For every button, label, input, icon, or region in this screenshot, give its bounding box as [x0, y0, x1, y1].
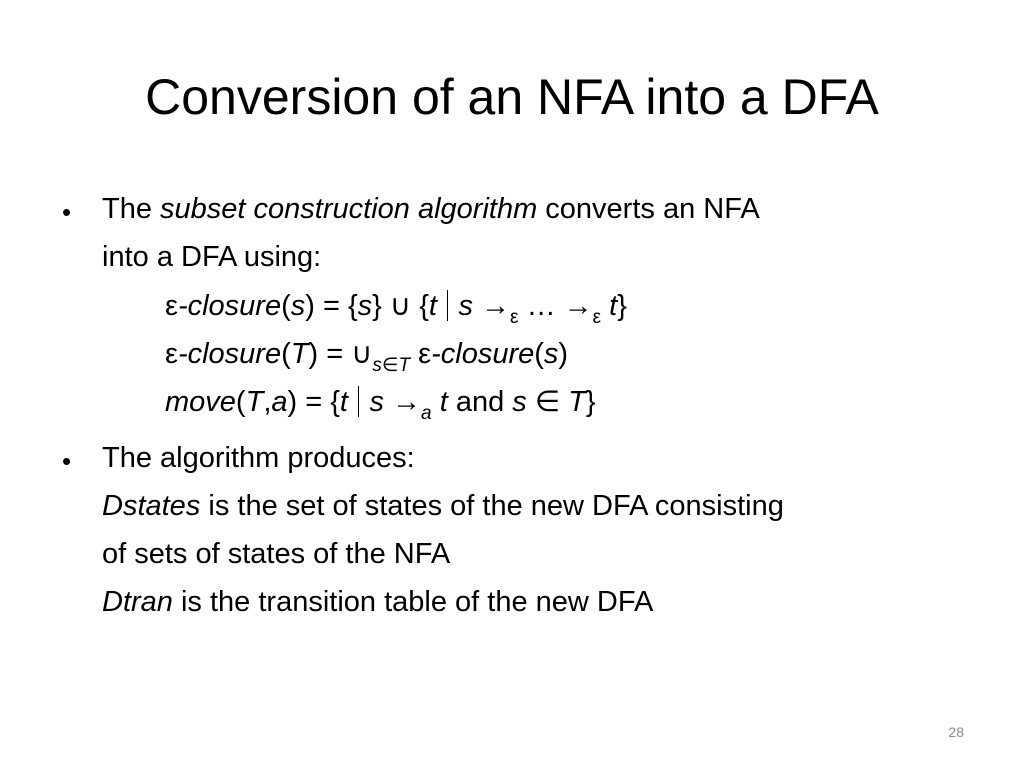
var-T: T: [568, 386, 586, 418]
comma: ,: [263, 386, 272, 418]
var-t: t: [428, 290, 437, 322]
dstates-definition: is the set of states of the new DFA consisting: [208, 490, 784, 522]
bullet-1-intro-rest: converts an NFA: [545, 193, 760, 225]
algorithm-name: subset construction algorithm: [160, 193, 538, 225]
bullet-2-line-3: of sets of states of the NFA: [102, 538, 451, 570]
epsilon-subscript: ε: [510, 307, 519, 328]
element-of-symbol: ∈: [534, 386, 561, 418]
move-function: move: [165, 386, 236, 418]
equals-brace: ) = {: [287, 386, 340, 418]
bullet-marker: •: [62, 446, 72, 476]
a-subscript: a: [421, 403, 432, 424]
var-t: t: [609, 290, 618, 322]
dtran-definition: is the transition table of the new DFA: [180, 586, 654, 618]
var-s: s: [512, 386, 527, 418]
epsilon-symbol: ε: [165, 338, 178, 370]
paren: (: [281, 338, 291, 370]
equals-brace: ) = {: [305, 290, 358, 322]
bullet-1-line-2: into a DFA using:: [102, 241, 322, 273]
closure-function: -closure: [177, 338, 282, 370]
dstates-term: Dstates: [102, 490, 201, 522]
var-t: t: [439, 386, 448, 418]
page-number: 28: [948, 724, 964, 740]
close-brace: }: [617, 290, 627, 322]
bullet-1-line-1: [102, 192, 760, 226]
arrow-symbol: →: [392, 386, 422, 418]
paren: (: [235, 386, 246, 418]
epsilon-symbol: ε: [418, 338, 432, 370]
bullet-2-line-2: [102, 489, 784, 523]
and-word: and: [455, 386, 505, 418]
var-a: a: [271, 386, 288, 418]
bullet-marker: •: [62, 197, 72, 227]
epsilon-subscript: ε: [592, 307, 602, 328]
bullet-2-line-4: [102, 585, 653, 619]
var-s: s: [290, 290, 306, 322]
paren: (: [281, 290, 291, 322]
bullet-2-line-1: The algorithm produces:: [102, 442, 415, 474]
epsilon-symbol: ε: [165, 290, 178, 322]
closure-function: -closure: [177, 290, 282, 322]
union-symbol: } ∪ {: [372, 290, 429, 322]
var-s: s: [357, 290, 373, 322]
equals-union: ) = ∪: [308, 338, 373, 370]
paren: ): [558, 338, 569, 370]
arrow-symbol: →: [481, 290, 511, 322]
var-T: T: [245, 386, 264, 418]
closure-function: -closure: [431, 338, 535, 370]
var-s: s: [369, 386, 384, 418]
formula-move: [165, 385, 596, 423]
paren: (: [534, 338, 544, 370]
dtran-term: Dtran: [102, 586, 173, 618]
bullet-1-intro: The: [102, 193, 152, 225]
such-that-bar: [358, 386, 360, 417]
such-that-bar: [447, 290, 449, 321]
var-s: s: [543, 338, 559, 370]
var-T: T: [290, 338, 309, 370]
arrow-symbol: →: [563, 290, 593, 322]
var-t: t: [339, 386, 348, 418]
formula-epsilon-closure-s: [165, 289, 627, 327]
ellipsis: …: [526, 290, 556, 322]
union-subscript: s∈T: [372, 355, 411, 376]
var-s: s: [458, 290, 473, 322]
close-brace: }: [585, 386, 596, 418]
slide-title: Conversion of an NFA into a DFA: [145, 69, 879, 125]
formula-epsilon-closure-T: [165, 337, 568, 375]
